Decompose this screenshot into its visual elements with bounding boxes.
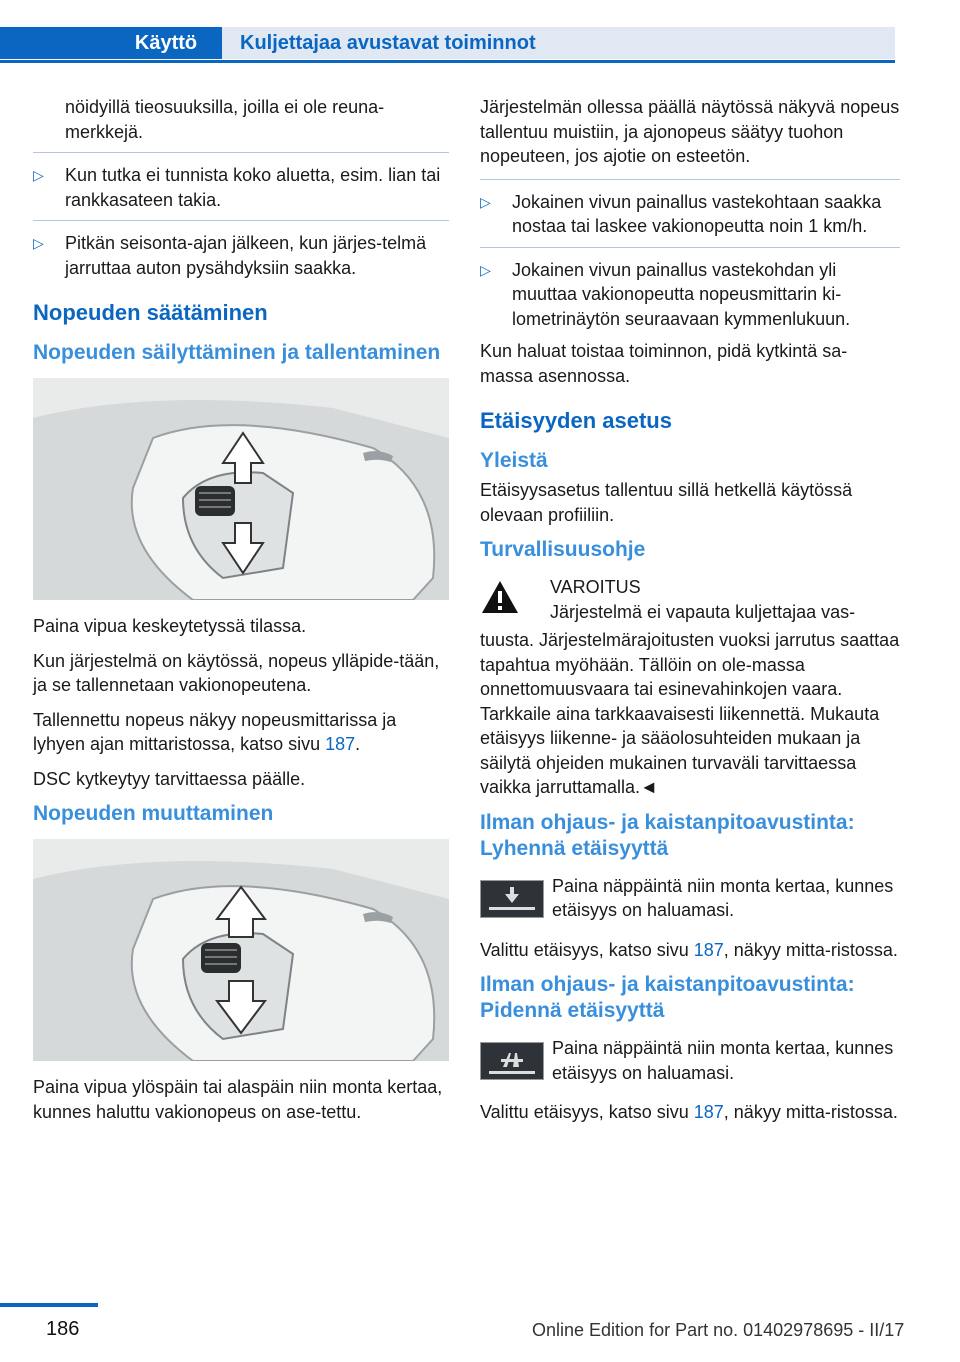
list-item-text: Jokainen vivun painallus vastekohtaan saakka nostaa tai laskee vakionopeutta noin 1 km/h. [512, 191, 882, 236]
paragraph: Valittu etäisyys, katso sivu 187, näkyy mitta-ristossa. [480, 1102, 898, 1122]
paragraph: Tallennettu nopeus näkyy nopeusmittarissa ja lyhyen ajan mittaristossa, katso sivu 187. [33, 709, 397, 754]
edition-text: Online Edition for Part no. 01402978695 - II/17 [532, 1320, 905, 1340]
warning-block [480, 575, 900, 624]
distance-lengthen-button-icon [480, 1042, 544, 1080]
paragraph: Paina vipua keskeytetyssä tilassa. [33, 616, 307, 636]
divider [480, 247, 900, 248]
list-item [33, 231, 449, 280]
triangle-bullet-icon: ▷ [480, 261, 491, 278]
lengthen-instruction-text: Paina näppäintä niin monta kertaa, kunnes etäisyys on haluamasi. [552, 1038, 894, 1083]
heading-speed-adjust: Nopeuden säätäminen [33, 300, 268, 325]
right-column [480, 95, 900, 1135]
shorten-instruction-text: Paina näppäintä niin monta kertaa, kunnes etäisyys on haluamasi. [552, 875, 894, 920]
heading-speed-change: Nopeuden muuttaminen [33, 802, 274, 825]
list-item-text: Kun tutka ei tunnista koko aluetta, esim. lian tai rankkasateen takia. [65, 165, 441, 210]
warning-triangle-icon [480, 579, 520, 622]
steering-wheel-lever-image-2 [33, 839, 449, 1061]
warning-title: VAROITUS [550, 577, 641, 597]
paragraph: Valittu etäisyys, katso sivu 187, näkyy mitta-ristossa. [480, 939, 898, 960]
heading-general: Yleistä [480, 449, 548, 472]
shorten-instruction [480, 874, 900, 926]
footer-rule [0, 1303, 98, 1307]
page-link-187[interactable]: 187 [693, 1102, 724, 1122]
divider [33, 152, 449, 153]
steering-wheel-lever-image [33, 378, 449, 600]
list-item-text: Pitkän seisonta-ajan jälkeen, kun järjes-telmä jarruttaa auton pysähdyksiin saakka. [65, 233, 427, 278]
page-header [0, 0, 960, 62]
heading-speed-keep: Nopeuden säilyttäminen ja tallentaminen [33, 341, 441, 364]
steering-wheel-illustration [33, 378, 449, 600]
left-column [33, 95, 449, 1134]
warning-text: tuusta. Järjestelmärajoitusten vuoksi jarrutus saattaa tapahtua myöhään. Tällöin on ole-massa onnettomuusvaara tai esinevahinkojen vaara. Tarkkaile aina tarkkaavaisesti liikennettä. Mukauta etäisyys liikenne- ja sääolosuhteiden mukaan ja säilytä ohjeiden mukainen turvaväli tarvittaessa vaikka jarruttamalla.◄ [480, 630, 900, 797]
paragraph: Kun haluat toistaa toiminnon, pidä kytkintä sa-massa asennossa. [480, 341, 848, 386]
paragraph: Kun järjestelmä on käytössä, nopeus ylläpide-tään, ja se tallennetaan vakionopeutena. [33, 650, 440, 695]
page-number: 186 [46, 1318, 80, 1340]
lengthen-instruction [480, 1036, 900, 1088]
continued-text: nöidyillä tieosuuksilla, joilla ei ole reuna-merkkejä. [65, 97, 385, 142]
steering-wheel-illustration [33, 839, 449, 1061]
distance-shorten-button-icon [480, 880, 544, 918]
heading-lengthen-distance: Ilman ohjaus- ja kaistanpitoavustinta: Pidennä etäisyyttä [480, 973, 855, 1022]
paragraph: Etäisyysasetus tallentuu sillä hetkellä käytössä olevaan profiiliin. [480, 480, 853, 525]
header-tab-kaytto[interactable]: Käyttö [110, 27, 222, 59]
list-item-text: Jokainen vivun painallus vastekohdan yli muuttaa vakionopeutta nopeusmittarin ki-lometrinäytön seuraavaan kymmenlukuun. [512, 259, 851, 329]
page-link-187[interactable]: 187 [693, 939, 724, 960]
header-accent [0, 27, 110, 59]
triangle-bullet-icon: ▷ [33, 167, 44, 183]
header-section-title[interactable]: Kuljettajaa avustavat toiminnot [240, 32, 536, 54]
list-item [480, 258, 900, 332]
page-link-187[interactable]: 187 [325, 734, 356, 754]
triangle-bullet-icon: ▷ [33, 235, 44, 251]
heading-safety: Turvallisuusohje [480, 538, 646, 561]
list-item [33, 163, 449, 212]
warning-first-line: Järjestelmä ei vapauta kuljettajaa vas- [550, 601, 856, 622]
list-item [480, 190, 900, 239]
paragraph: Paina vipua ylöspäin tai alaspäin niin monta kertaa, kunnes haluttu vakionopeus on ase-tettu. [33, 1077, 443, 1122]
heading-distance: Etäisyyden asetus [480, 408, 672, 433]
divider [33, 220, 449, 221]
paragraph: DSC kytkeytyy tarvittaessa päälle. [33, 768, 306, 789]
heading-shorten-distance: Ilman ohjaus- ja kaistanpitoavustinta: Lyhennä etäisyyttä [480, 810, 855, 860]
divider [480, 179, 900, 180]
paragraph: Järjestelmän ollessa päällä näytössä näkyvä nopeus tallentuu muistiin, ja ajonopeus säätyy tuohon nopeuteen, jos ajotie on esteetön. [480, 97, 900, 166]
triangle-bullet-icon: ▷ [480, 193, 491, 210]
header-rule [0, 60, 895, 63]
